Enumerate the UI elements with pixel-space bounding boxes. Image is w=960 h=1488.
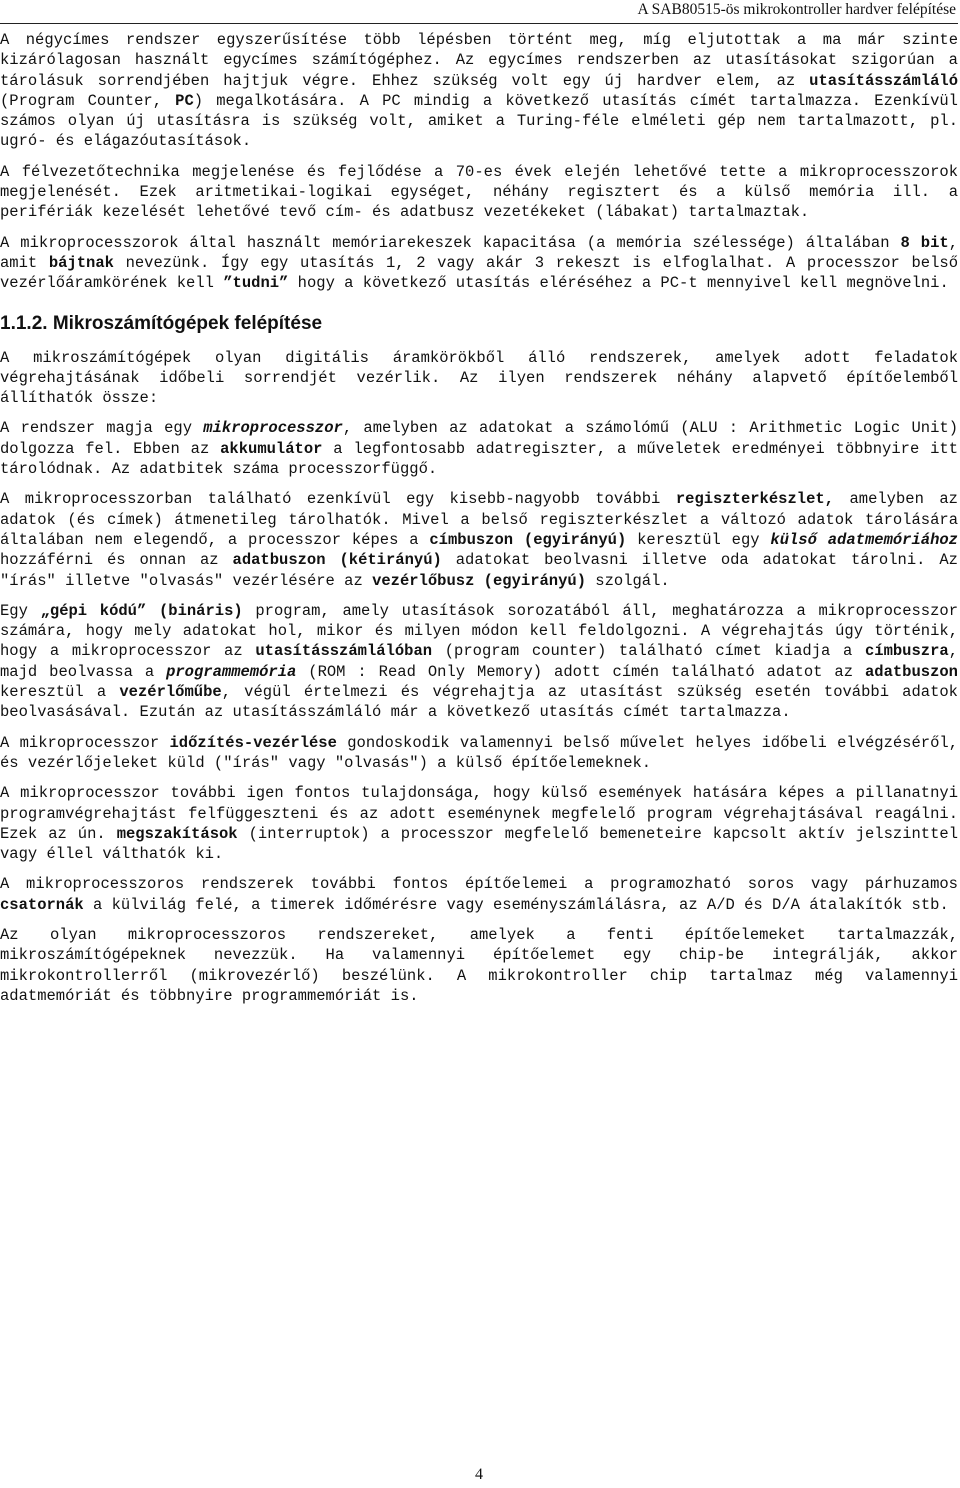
paragraph-csatornak: A mikroprocesszoros rendszerek további fontos építőelemei a programozható soros vagy párhuzamos csatornák a külvilág felé, a timerek időmérésre vagy eseményszámlálásra, az A/D és D/A átalakítók stb. [0,875,958,914]
page-number: 4 [475,1466,483,1483]
header-rule [0,23,958,24]
term-csatornak: csatornák [0,895,84,914]
term-bajtnak: bájtnak [48,253,114,272]
term-gepi-kodu: „gépi kódú” (bináris) [40,601,243,620]
term-mikroprocesszor: mikroprocesszor [203,419,343,438]
paragraph-gepi-kod: Egy „gépi kódú” (bináris) program, amely utasítások sorozatából áll, meghatározza a mikroprocesszor számára, hogy mely adatokat hol, mikor és milyen módon kell feldolgozni. A végrehajtás úgy történik, hogy a mikroprocesszor az utasításszámlálóban (program counter) található címet kiadja a címbuszra, majd beolvassa a programmemória (ROM : Read Only Memory) adott címén található adatot az adatbuszon keresztül a vezérlőműbe, végül értelmezi és végrehajtja az utasítást szükség esetén további adatok beolvasásával. Ezután az utasításszámláló már a következő utasítás címét tartalmazza. [0,601,958,722]
paragraph-megszakitasok: A mikroprocesszor további igen fontos tulajdonsága, hogy külső események hatására képes a pillanatnyi programvégrehajtást felfüggeszteni és az adott eseménynek megfelelő program végrehajtásával reagálni. Ezek az ún. megszakítások (interruptok) a processzor megfelelő bemeneteire kapcsolt aktív jelszinttel vagy éllel válthatók ki. [0,784,959,864]
term-adatbusz: adatbuszon (kétirányú) [232,551,442,570]
paragraph-egycimes: A négycímes rendszer egyszerűsítése több lépésben történt meg, míg eljutottak a ma már szinte kizárólagosan használt egycímes számítógéphez. Az egycímes rendszerben az utasításokat szigorúan a tárolásuk sorrendjében hajtjuk végre. Ehhez szükség volt egy új hardver elem, az utasításszámláló (Program Counter, PC) megalkotására. A PC mindig a következő utasítás címét tartalmazza. Ezenkívül számos olyan új utasításra is szükség volt, amiket a Turing-féle elméleti gép nem tartalmazott, pl. ugró- és elágazóutasítások. [0,31,958,151]
term-utasitasszamlalo: utasításszámláló [809,71,958,90]
section-heading: 1.1.2. Mikroszámítógépek felépítése [0,312,323,334]
term-cimbusz: címbuszon (egyirányú) [429,530,627,549]
paragraph-mikroszamitogepek: A mikroszámítógépek olyan digitális áramkörökből álló rendszerek, amelyek adott feladatok végrehajtásának időbeli sorrendjét vezérlik. Az ilyen rendszerek néhány alapvető építőelemből állíthatók össze: [0,348,958,408]
term-programmemoria: programmemória [166,662,297,681]
paragraph-idozites: A mikroprocesszor időzítés-vezérlése gondoskodik valamennyi belső művelet helyes időbeli elvégzéséről, és vezérlőjeleket küld ("írás" vagy "olvasás") a külső építőelemeknek. [0,733,958,772]
term-cimbuszra: címbuszra [864,642,949,661]
term-megszakitasok: megszakítások [116,824,238,843]
paragraph-felvezeto: A félvezetőtechnika megjelenése és fejlődése a 70-es évek elején lehetővé tette a mikroprocesszorok megjelenését. Ezek aritmetikai-logikai egységet, néhány regisztert és a külső memória ill. a perifériák kezelését lehetővé tevő cím- és adatbusz vezetékeket (lábakat) tartalmaztak. [0,162,958,222]
term-8-bit: 8 bit [900,233,949,252]
term-idozites-vezerles: időzítés-vezérlése [169,733,337,752]
paragraph-mag: A rendszer magja egy mikroprocesszor, amelyben az adatokat a számolómű (ALU : Arithmetic Logic Unit) dolgozza fel. Ebben az akkumulátor a legfontosabb adatregiszter, a műveletek eredményei többnyire itt tárolódnak. Az adatbitek száma processzorfüggő. [0,419,959,479]
term-vezerlomube: vezérlőműbe [119,683,222,702]
term-pc: PC [175,91,194,110]
running-header: A SAB80515-ös mikrokontroller hardver felépítése [637,1,956,18]
term-vezerlobusz: vezérlőbusz (egyirányú) [372,571,586,590]
paragraph-regiszterkeszlet: A mikroprocesszorban található ezenkívül egy kisebb-nagyobb további regiszterkészlet, amelyben az adatok (és címek) átmenetileg tárolhatók. Mivel a belső regiszterkészlet a változó adatok tárolására általában nem elegendő, a processzor képes a címbuszon (egyirányú) keresztül egy külső adatmemóriához hozzáférni és onnan az adatbuszon (kétirányú) adatokat beolvasni illetve oda adatokat tárolni. Az "írás" illetve "olvasás" vezérlésére az vezérlőbusz (egyirányú) szolgál. [0,490,958,590]
term-utasitasszamlaloban: utasításszámlálóban [255,642,433,661]
term-regiszterkeszlet: regiszterkészlet, [675,490,834,509]
term-adatbuszon: adatbuszon [864,662,958,681]
paragraph-memoriarekesz: A mikroprocesszorok által használt memóriarekeszek kapacitása (a memória szélessége) általában 8 bit, amit bájtnak nevezünk. Így egy utasítás 1, 2 vagy akár 3 rekeszt is elfoglalhat. A processzor belső vezérlőáramkörének kell ”tudni” hogy a következő utasítás eléréséhez a PC-t mennyivel kell megnövelni. [0,233,958,293]
term-kulso-adatmemoria: külső adatmemóriához [770,530,958,549]
paragraph-mikrokontroller: Az olyan mikroprocesszoros rendszereket, amelyek a fenti építőelemeket tartalmazzák, mikroszámítógépeknek nevezzük. Ha valamennyi építőelemet egy chip-be integrálják, akkor mikrokontrollerről (mikrovezérlő) beszélünk. A mikrokontroller chip tartalmaz még valamennyi adatmemóriát és többnyire programmemóriát is. [0,925,958,1005]
term-tudni: ”tudni” [223,274,289,293]
document-body [0,30,958,1016]
term-akkumulator: akkumulátor [220,439,323,458]
